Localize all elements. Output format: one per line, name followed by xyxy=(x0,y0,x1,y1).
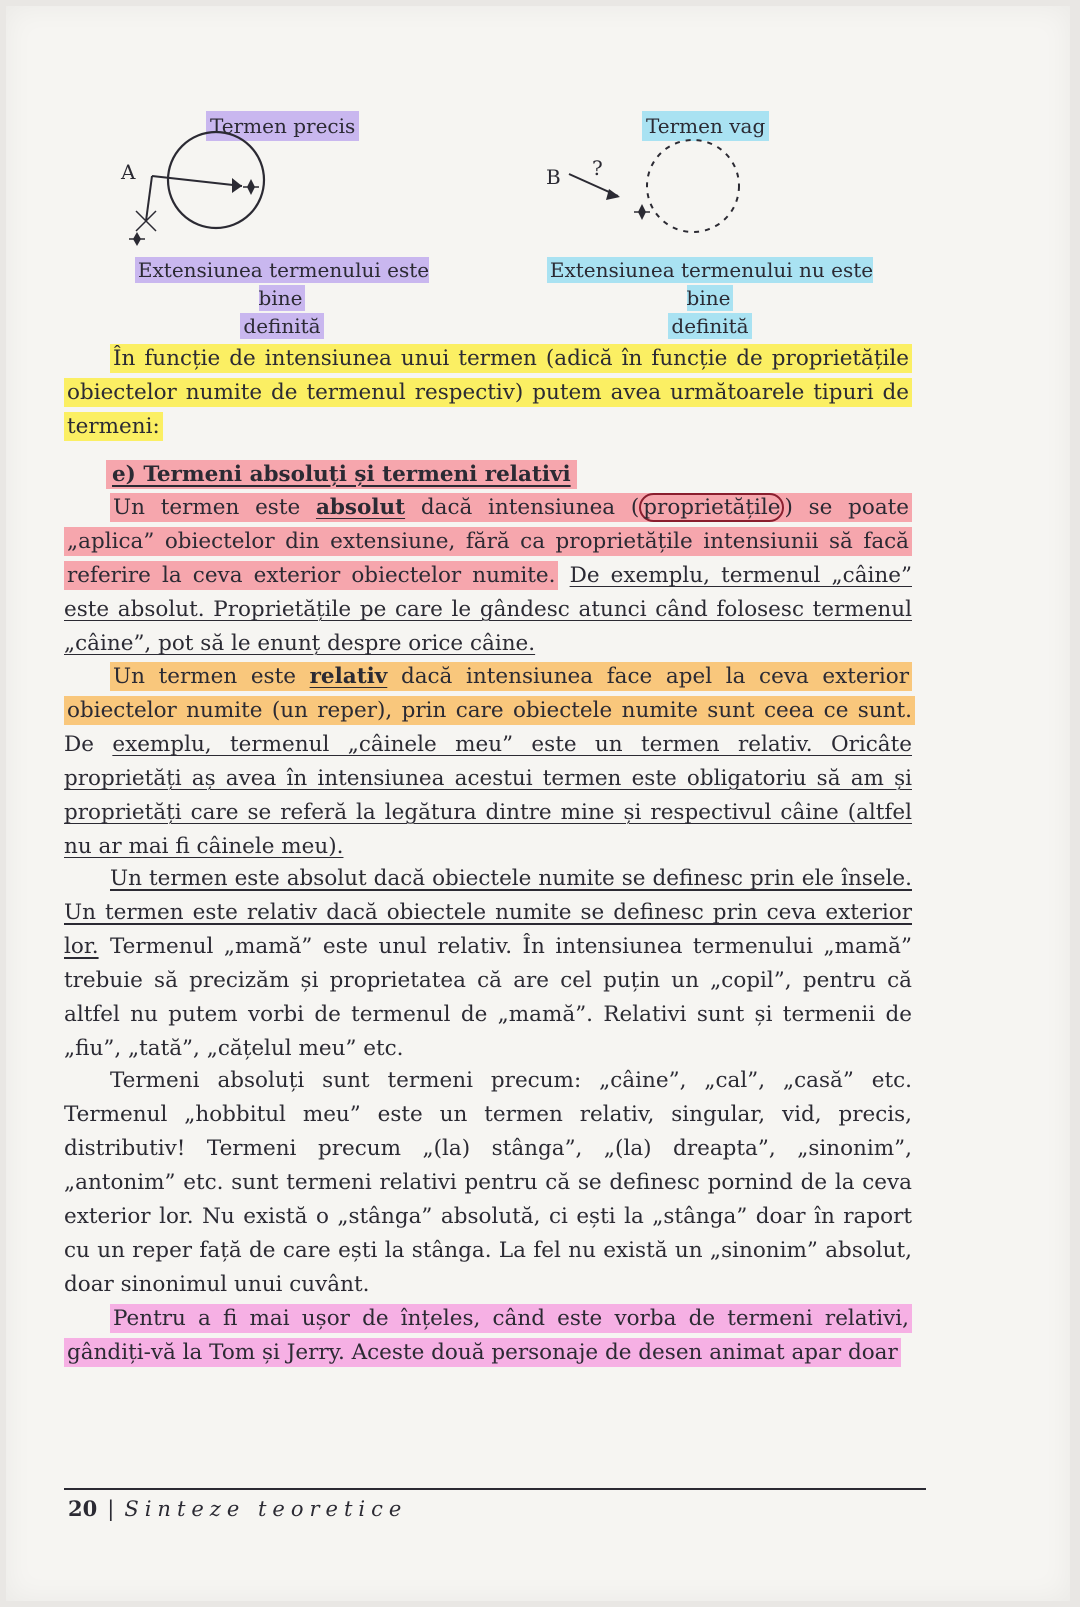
vague-caption-line1: Extensiunea termenului nu este bine xyxy=(547,257,873,311)
precise-caption xyxy=(116,256,448,340)
properties-circled: proprietățile xyxy=(639,493,784,522)
page-footer xyxy=(68,1496,407,1521)
question-mark: ? xyxy=(592,156,603,180)
precise-stem xyxy=(146,176,152,221)
mother-paragraph: Termenul „mamă” este unul relativ. În intensiunea termenului „mamă” trebuie să precizăm și proprietatea că are cel puțin un „copil”, pentru că altfel nu putem vorbi de termenul de „mamă”. Relativi sunt și termenii de „fiu”, „tată”, „cățelul meu” etc. xyxy=(64,934,912,1061)
precise-caption-line1: Extensiunea termenului este bine xyxy=(135,257,429,311)
summary-paragraph: Un termen este absolut dacă obiectele numite se definesc prin ele însele. Un termen este relativ dacă obiectele numite se definesc prin ceva exterior lor. xyxy=(64,866,912,959)
examples-paragraph: Termeni absoluți sunt termeni precum: „câine”, „cal”, „casă” etc. Termenul „hobbitul meu” este un termen relativ, singular, vid, precis, distributiv! Termeni precum „(la) stânga”, „(la) dreapta”, „sinonim”, „antonim” etc. sunt termeni relativi pentru că se definesc pornind de la ceva exterior lor. Nu există o „stânga” absolută, ci ești la „stânga” doar în raport cu un reper față de care ești la stânga. La fel nu există un „sinonim” absolut, doar sinonimul unui cuvânt. xyxy=(64,1068,912,1297)
absolute-def-end: ) se poate „aplica” obiectelor din extensiune, fără ca proprietățile intensiunii să facă referire la ceva exterior obiectelor numite. xyxy=(67,495,910,588)
relative-intro: Un termen este xyxy=(113,664,296,689)
term-diagram xyxy=(6,6,1070,246)
tom-jerry-paragraph xyxy=(64,1302,912,1370)
intro-paragraph xyxy=(64,342,912,444)
page-number: 20 xyxy=(68,1496,98,1521)
footer-title: Sinteze teoretice xyxy=(124,1497,408,1521)
relative-example: exemplu, termenul „câinele meu” este un termen relativ. Oricâte proprietăți aș avea în intensiunea acestui termen este obligatoriu să am și proprietăți care se referă la legătura dintre mine și respectivul câine (altfel nu ar mai fi câinele meu). xyxy=(64,732,912,859)
relative-keyword: relativ xyxy=(309,664,388,689)
precise-caption-line2: definită xyxy=(240,313,323,339)
vague-caption xyxy=(526,256,894,340)
tom-jerry-text: Pentru a fi mai ușor de înțeles, când este vorba de termeni relativi, gândiți-vă la Tom și Jerry. Aceste două personaje de desen animat apar doar xyxy=(64,1304,912,1367)
absolute-paragraph xyxy=(64,491,912,661)
footer-rule xyxy=(64,1488,926,1490)
absolute-keyword: absolut xyxy=(315,495,406,520)
point-a-label: A xyxy=(121,160,136,184)
precise-arrow-head xyxy=(232,178,242,193)
precise-arrow xyxy=(152,176,242,186)
relative-de: De xyxy=(64,732,94,757)
relative-paragraph xyxy=(64,660,912,864)
vague-term-label: Termen vag xyxy=(642,111,769,141)
vague-circle xyxy=(647,140,739,232)
absolute-example: De exemplu, termenul „câine” este absolut. Proprietățile pe care le gândesc atunci când folosesc termenul „câine”, pot să le enunț despre orice câine. xyxy=(64,563,912,656)
intro-text: În funcție de intensiunea unui termen (adică în funcție de proprietățile obiectelor numite de termenul respectiv) putem avea următoarele tipuri de termeni: xyxy=(64,344,912,441)
precise-term-label: Termen precis xyxy=(206,111,359,141)
footer-separator: | xyxy=(107,1497,115,1521)
section-heading: e) Termeni absoluți și termeni relativi xyxy=(106,460,577,489)
absolute-def-start: dacă intensiunea ( xyxy=(420,495,640,520)
vague-caption-line2: definită xyxy=(668,313,751,339)
book-page xyxy=(6,6,1070,1601)
relative-def: dacă intensiunea face apel la ceva exterior obiectelor numite (un reper), prin care obiectele numite sunt ceea ce sunt. xyxy=(67,664,912,723)
point-b-label: B xyxy=(546,165,561,189)
absolute-intro: Un termen este xyxy=(113,495,301,520)
